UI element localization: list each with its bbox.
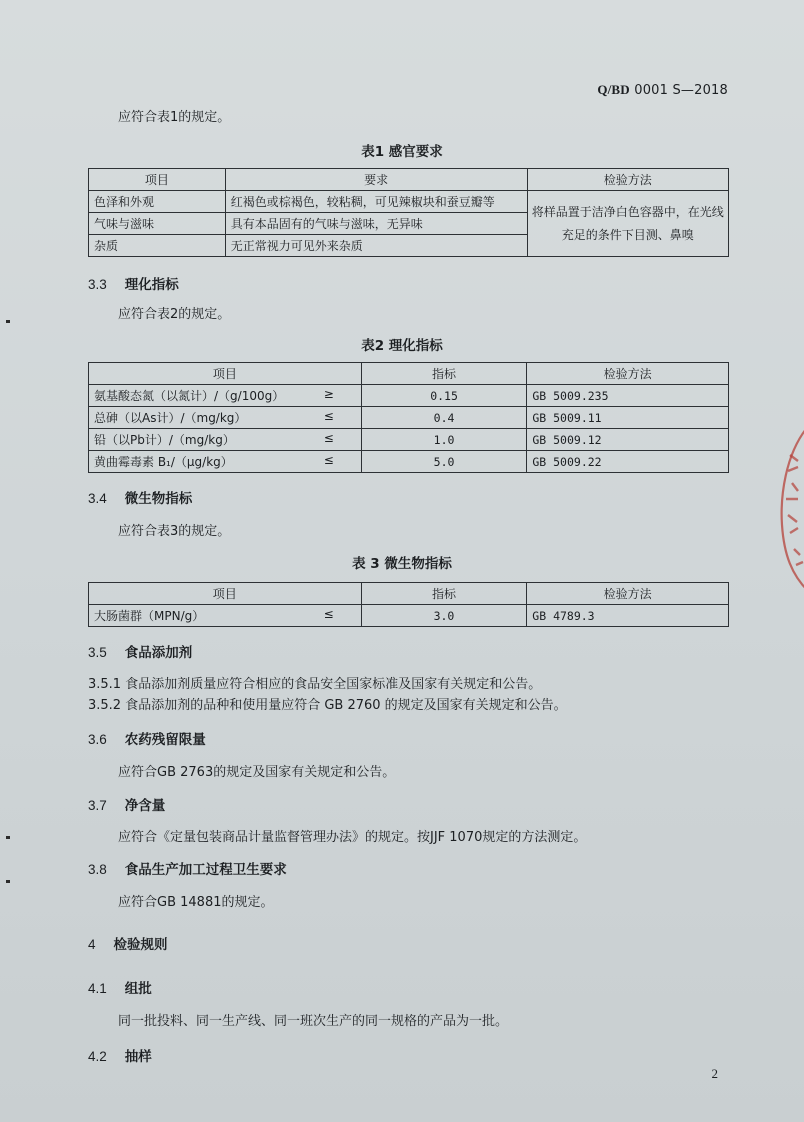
table-cell: 杂质 (89, 235, 226, 257)
item-label: 总砷（以As计）/（mg/kg） (94, 411, 247, 425)
table-cell (89, 429, 362, 451)
section-heading-3-6: 3.6 农药残留限量 (88, 732, 206, 748)
list-item-3-5-1: 3.5.1 食品添加剂质量应符合相应的食品安全国家标准及国家有关规定和公告。 (88, 677, 542, 692)
section-heading-3-4: 3.4 微生物指标 (88, 491, 193, 507)
section-heading-4-1: 4.1 组批 (88, 981, 152, 997)
item-label: 氨基酸态氮（以氮计）/（g/100g） (94, 389, 285, 403)
section-text-3-8: 应符合GB 14881的规定。 (118, 895, 274, 910)
section-heading-4-2: 4.2 抽样 (88, 1049, 152, 1065)
table-cell: GB 5009.11 (527, 407, 729, 429)
table-cell (89, 605, 362, 627)
table-header-cell: 要求 (225, 169, 527, 191)
table-cell: 无正常视力可见外来杂质 (225, 235, 527, 257)
page-number: 2 (711, 1066, 718, 1081)
table-header-cell: 项目 (89, 583, 362, 605)
section-text-3-3: 应符合表2的规定。 (118, 307, 231, 322)
scan-mark (6, 320, 10, 323)
table-cell: 5.0 (361, 451, 527, 473)
table-cell: 具有本品固有的气味与滋味，无异味 (225, 213, 527, 235)
table-cell: GB 4789.3 (527, 605, 729, 627)
table-row (89, 605, 729, 627)
table-cell: 气味与滋味 (89, 213, 226, 235)
table-cell: GB 5009.22 (527, 451, 729, 473)
table3 (88, 582, 729, 627)
intro-text: 应符合表1的规定。 (118, 110, 231, 125)
table-cell: 0.4 (361, 407, 527, 429)
item-label: 铅（以Pb计）/（mg/kg） (94, 433, 235, 447)
table-row (89, 407, 729, 429)
table-row (89, 191, 729, 213)
comparison-symbol: ≤ (323, 409, 334, 423)
method-text: 将样品置于洁净白色容器中，在光线充足的条件下目测、鼻嗅 (531, 204, 724, 242)
table-row (89, 451, 729, 473)
table-header-row (89, 169, 729, 191)
table-header-cell: 检验方法 (527, 583, 729, 605)
section-heading-4: 4 检验规则 (88, 937, 168, 953)
section-text-3-6: 应符合GB 2763的规定及国家有关规定和公告。 (118, 765, 396, 780)
section-heading-3-8: 3.8 食品生产加工过程卫生要求 (88, 862, 287, 878)
section-heading-3-3: 3.3 理化指标 (88, 277, 179, 293)
table2-caption: 表2 理化指标 (361, 338, 443, 354)
table-cell: GB 5009.235 (527, 385, 729, 407)
item-label: 大肠菌群（MPN/g） (94, 609, 205, 623)
table-header-cell: 检验方法 (527, 363, 729, 385)
comparison-symbol: ≥ (323, 387, 334, 401)
table-cell: 红褐色或棕褐色，较粘稠，可见辣椒块和蚕豆瓣等 (225, 191, 527, 213)
item-label: 黄曲霉毒素 B₁/（μg/kg） (94, 455, 233, 469)
table-cell: 0.15 (361, 385, 527, 407)
method-cell (527, 191, 728, 257)
table-header-cell: 指标 (361, 363, 527, 385)
section-heading-3-5: 3.5 食品添加剂 (88, 645, 193, 661)
table-cell: 3.0 (361, 605, 527, 627)
table-cell: 色泽和外观 (89, 191, 226, 213)
table-cell (89, 451, 362, 473)
table-cell (89, 385, 362, 407)
table-header-cell: 项目 (89, 169, 226, 191)
table-header-row (89, 583, 729, 605)
comparison-symbol: ≤ (323, 431, 334, 445)
table-cell (89, 407, 362, 429)
document-code: Q/BD 0001 S—2018 (597, 82, 728, 98)
table-row (89, 385, 729, 407)
section-text-4-1: 同一批投料、同一生产线、同一班次生产的同一规格的产品为一批。 (118, 1014, 509, 1029)
table1 (88, 168, 729, 257)
scan-mark (6, 836, 10, 839)
table-header-cell: 检验方法 (527, 169, 728, 191)
table-cell: GB 5009.12 (527, 429, 729, 451)
table1-caption: 表1 感官要求 (361, 144, 443, 160)
red-seal-stamp (766, 425, 804, 595)
scan-mark (6, 880, 10, 883)
table-header-cell: 项目 (89, 363, 362, 385)
table-cell: 1.0 (361, 429, 527, 451)
table2 (88, 362, 729, 473)
comparison-symbol: ≤ (323, 453, 334, 467)
comparison-symbol: ≤ (323, 607, 334, 621)
table-header-row (89, 363, 729, 385)
section-heading-3-7: 3.7 净含量 (88, 798, 166, 814)
table-header-cell: 指标 (361, 583, 527, 605)
section-text-3-7: 应符合《定量包装商品计量监督管理办法》的规定。按JJF 1070规定的方法测定。 (118, 830, 587, 845)
list-item-3-5-2: 3.5.2 食品添加剂的品种和使用量应符合 GB 2760 的规定及国家有关规定和公告。 (88, 698, 567, 713)
table-row (89, 429, 729, 451)
section-text-3-4: 应符合表3的规定。 (118, 524, 231, 539)
table3-caption: 表 3 微生物指标 (352, 556, 452, 572)
